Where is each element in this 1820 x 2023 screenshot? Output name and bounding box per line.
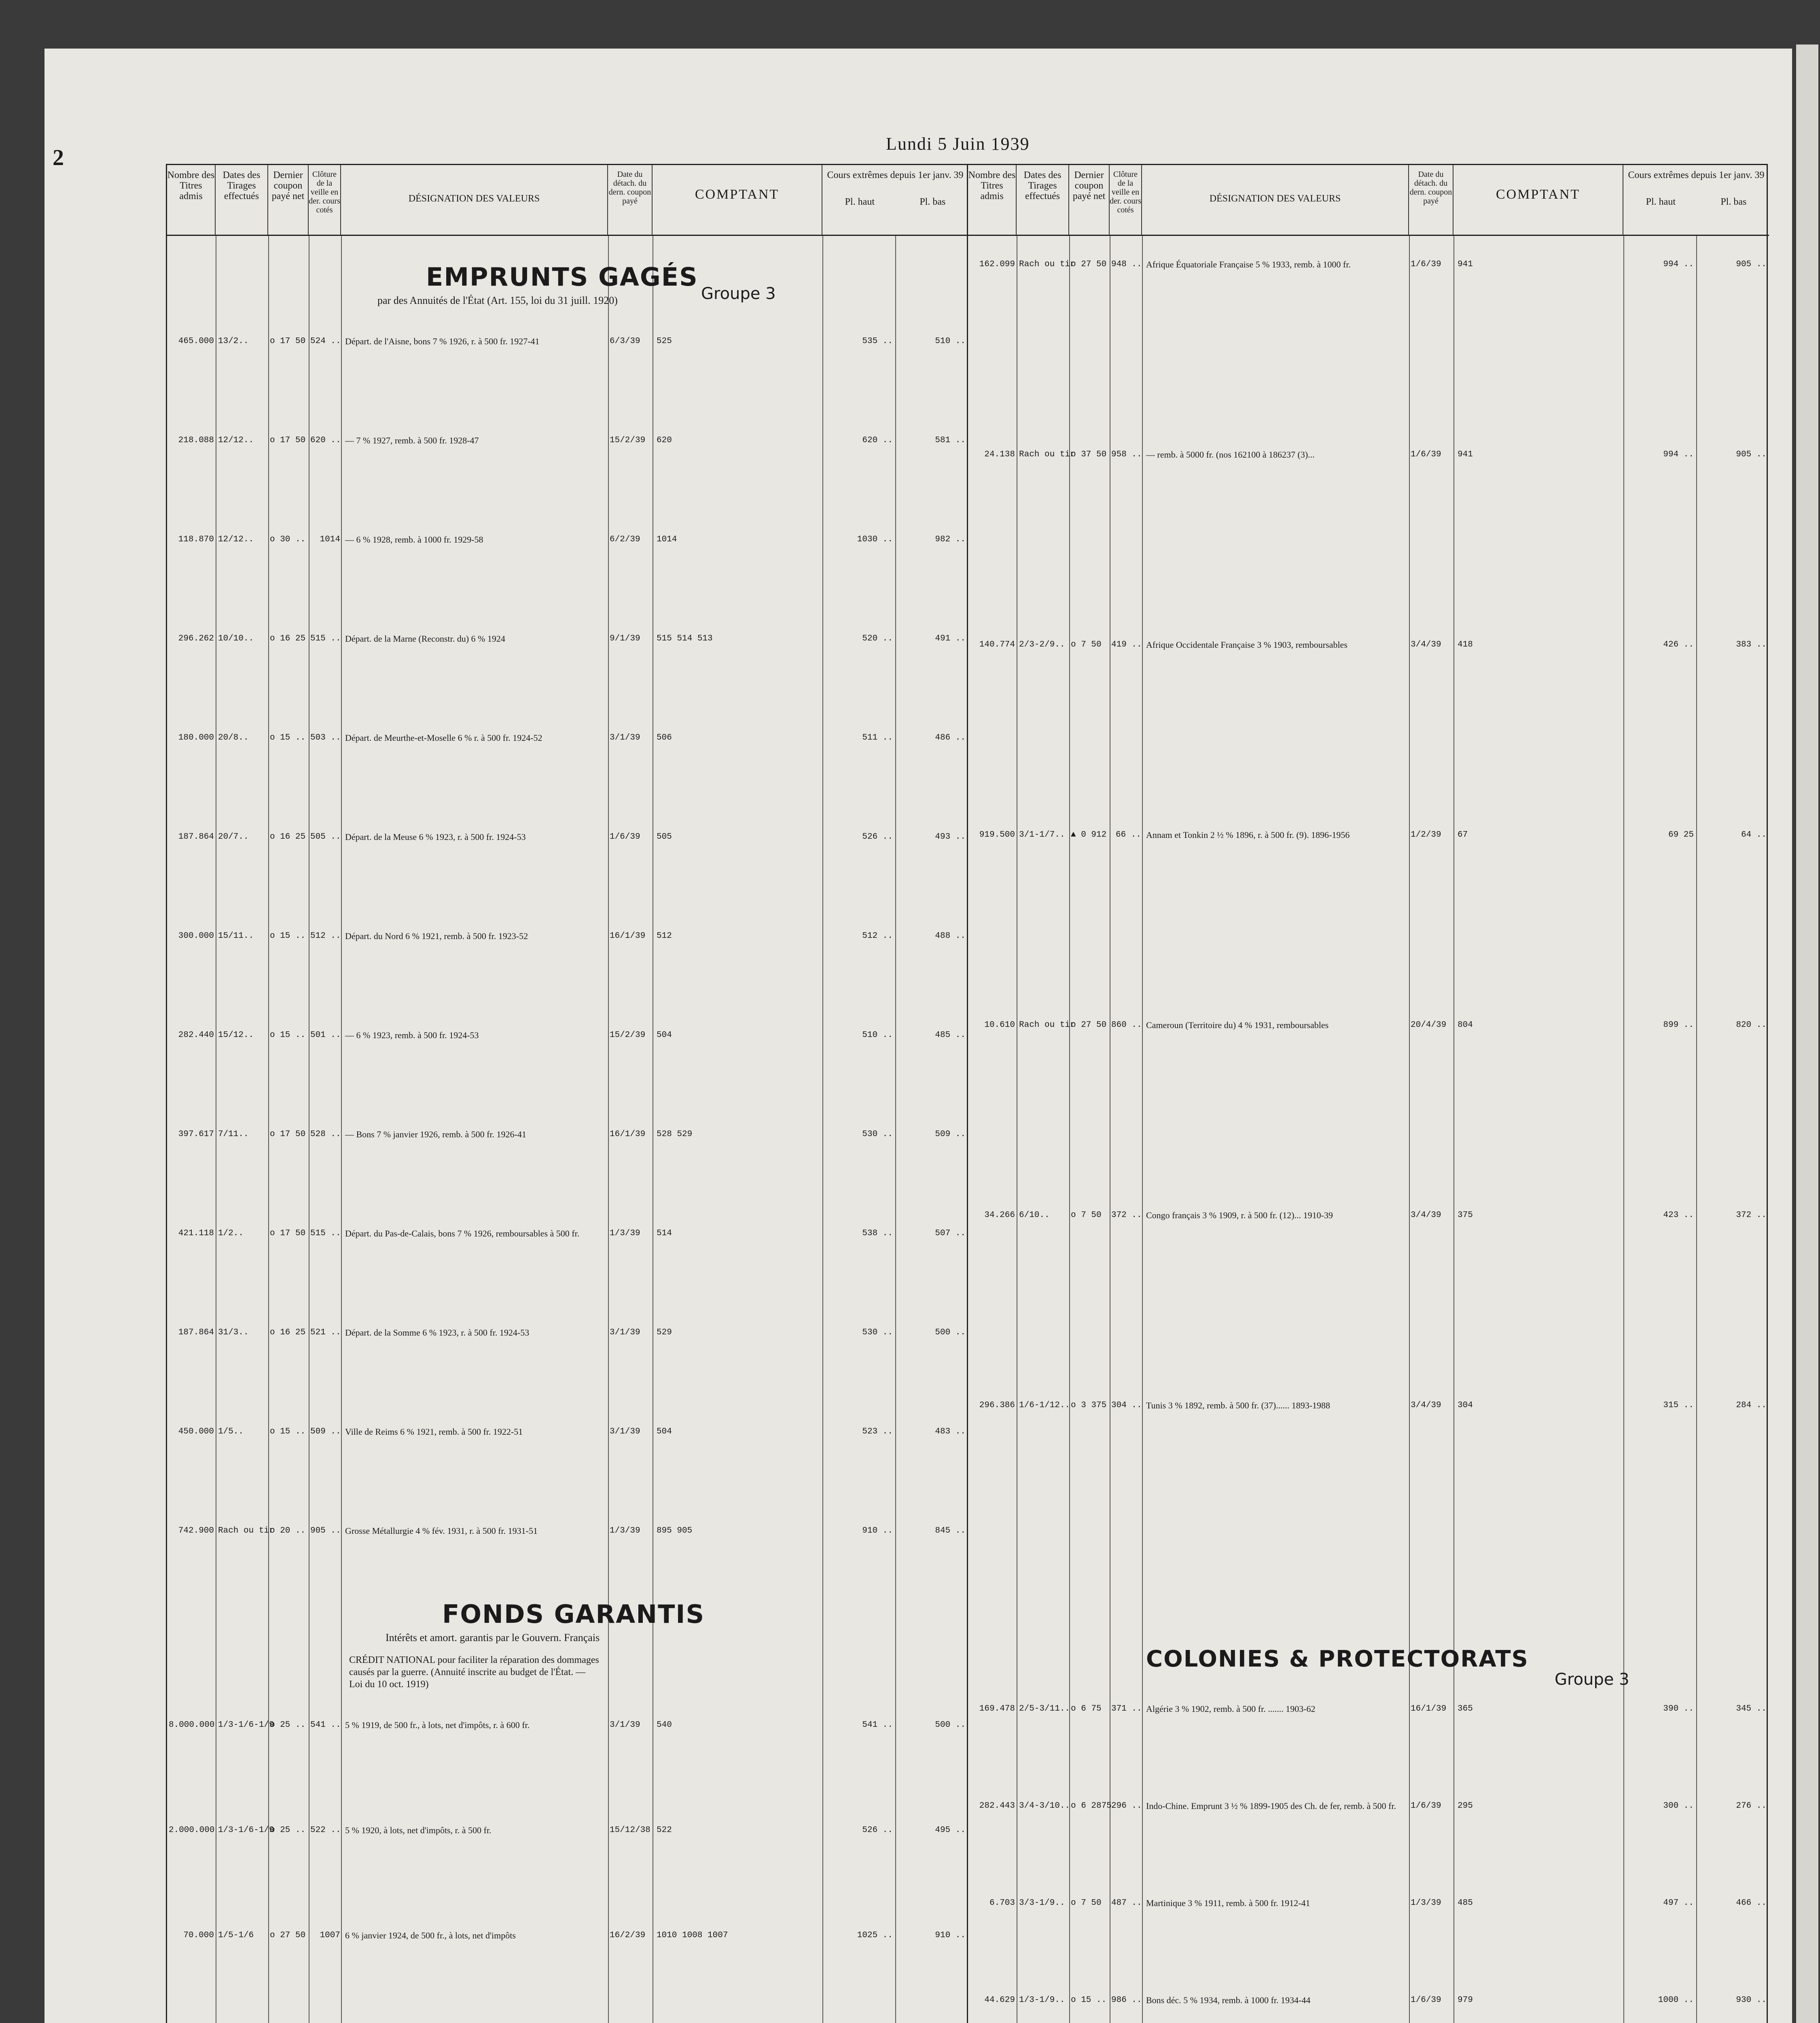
right-cell-b: 905 .. (1736, 260, 1767, 269)
right-cell-h: 69 25 (1668, 830, 1694, 840)
left-cell-cl: 505 .. (310, 832, 341, 842)
right-cell-c: o 15 .. (1071, 1995, 1107, 2005)
left-cell-t: 1/5.. (218, 1427, 244, 1436)
col-header-pl-bas: Pl. bas (920, 197, 946, 207)
left-cell-h: 620 .. (862, 436, 893, 445)
right-cell-d: Algérie 3 % 1902, remb. à 500 fr. ....... 1903-62 (1146, 1704, 1316, 1714)
right-cell-dd: 3/4/39 (1411, 640, 1441, 649)
left-cell-b: 486 .. (935, 733, 966, 742)
right-cell-b: 930 .. (1736, 1995, 1767, 2005)
left-cell-d: Ville de Reims 6 % 1921, remb. à 500 fr. 1922-51 (345, 1427, 523, 1437)
left-cell-d: Départ. de la Somme 6 % 1923, r. à 500 fr. 1924-53 (345, 1327, 530, 1338)
left-cell-b: 510 .. (935, 337, 966, 346)
right-cell-dd: 16/1/39 (1411, 1704, 1447, 1713)
right-cell-n: 10.610 (984, 1020, 1015, 1030)
col-header-cours-extremes-right: Cours extrêmes depuis 1er janv. 39 Pl. haut Pl. bas (1623, 165, 1769, 236)
left-cell-t: 15/12.. (218, 1031, 254, 1040)
page-date: Lundi 5 Juin 1939 (886, 134, 1030, 154)
left-cell-n: 70.000 (183, 1931, 214, 1940)
left-cell-t: 20/8.. (218, 733, 249, 742)
right-cell-t: Rach ou tir (1019, 1020, 1075, 1030)
right-cell-h: 423 .. (1663, 1211, 1694, 1220)
right-cell-cl: 487 .. (1111, 1898, 1142, 1908)
right-cell-d: Congo français 3 % 1909, r. à 500 fr. (12)... 1910-39 (1146, 1210, 1333, 1220)
left-cell-dd: 1/6/39 (610, 832, 640, 842)
left-cell-n: 180.000 (178, 733, 214, 742)
left-cell-t: 1/2.. (218, 1229, 244, 1238)
column-rule (1409, 236, 1410, 2023)
left-cell-t: 1/3-1/6-1/9 (218, 1720, 274, 1730)
left-cell-b: 485 .. (935, 1031, 966, 1040)
left-cell-cl: 509 .. (310, 1427, 341, 1436)
col-header-cours-extremes: Cours extrêmes depuis 1er janv. 39 Pl. haut Pl. bas (822, 165, 968, 236)
left-cell-dd: 15/12/38 (610, 1826, 650, 1835)
left-cell-dd: 9/1/39 (610, 634, 640, 643)
left-cell-dd: 16/1/39 (610, 1130, 646, 1139)
left-cell-c: o 17 50 (270, 1130, 306, 1139)
right-cell-dd: 1/6/39 (1411, 260, 1441, 269)
right-cell-d: Afrique Équatoriale Française 5 % 1933, remb. à 1000 fr. (1146, 259, 1351, 269)
left-cell-d: Départ. de la Meuse 6 % 1923, r. à 500 fr. 1924-53 (345, 832, 526, 842)
left-cell-c: o 25 .. (270, 1826, 306, 1835)
left-cell-cl: 1014 (320, 535, 340, 544)
right-cell-t: Rach ou tir (1019, 450, 1075, 459)
right-cell-d: Annam et Tonkin 2 ½ % 1896, r. à 500 fr. (9). 1896-1956 (1146, 830, 1350, 840)
right-cell-b: 820 .. (1736, 1020, 1767, 1030)
left-cell-c: o 15 .. (270, 1031, 306, 1040)
right-cell-dd: 20/4/39 (1411, 1020, 1447, 1030)
left-cell-c: o 17 50 (270, 1229, 306, 1238)
left-cell-cl: 503 .. (310, 733, 341, 742)
left-cell-t: 1/3-1/6-1/9 (218, 1826, 274, 1835)
right-cell-cl: 860 .. (1111, 1020, 1142, 1030)
left-cell-n: 397.617 (178, 1130, 214, 1139)
right-cell-t: 2/3-2/9.. (1019, 640, 1065, 649)
right-cell-p: 304 (1458, 1401, 1473, 1410)
left-cell-d: 6 % janvier 1924, de 500 fr., à lots, net d'impôts (345, 1930, 516, 1940)
right-cell-dd: 1/6/39 (1411, 1995, 1441, 2005)
left-cell-t: 10/10.. (218, 634, 254, 643)
left-cell-dd: 16/2/39 (610, 1931, 646, 1940)
left-cell-p: 514 (657, 1229, 672, 1238)
left-cell-c: o 15 .. (270, 1427, 306, 1436)
left-cell-p: 528 529 (657, 1130, 693, 1139)
left-cell-b: 509 .. (935, 1130, 966, 1139)
section-title-emprunts-gages: EMPRUNTS GAGÉS (426, 262, 698, 292)
left-cell-t: 15/11.. (218, 931, 254, 941)
right-cell-p: 67 (1458, 830, 1468, 840)
right-cell-c: o 6 75 (1071, 1704, 1102, 1713)
section-subtitle-garantis: Intérêts et amort. garantis par le Gouvern. Français (386, 1632, 600, 1643)
binding-edge (1796, 45, 1818, 2023)
right-cell-h: 994 .. (1663, 450, 1694, 459)
col-header-comptant-right: COMPTANT (1453, 165, 1623, 236)
left-cell-t: Rach ou tir (218, 1526, 274, 1535)
left-cell-n: 450.000 (178, 1427, 214, 1436)
right-cell-n: 919.500 (979, 830, 1015, 840)
left-cell-cl: 541 .. (310, 1720, 341, 1730)
left-cell-c: o 20 .. (270, 1526, 306, 1535)
right-cell-b: 383 .. (1736, 640, 1767, 649)
left-cell-b: 491 .. (935, 634, 966, 643)
left-cell-h: 520 .. (862, 634, 893, 643)
left-cell-n: 465.000 (178, 337, 214, 346)
left-cell-n: 118.870 (178, 535, 214, 544)
right-cell-n: 140.774 (979, 640, 1015, 649)
right-cell-c: o 3 375 (1071, 1401, 1107, 1410)
right-cell-cl: 958 .. (1111, 450, 1142, 459)
left-cell-cl: 522 .. (310, 1826, 341, 1835)
col-header-dates: Dates des Tirages effectués (216, 165, 268, 236)
right-cell-n: 6.703 (989, 1898, 1015, 1908)
left-cell-n: 218.088 (178, 436, 214, 445)
left-cell-p: 540 (657, 1720, 672, 1730)
left-cell-p: 515 514 513 (657, 634, 713, 643)
right-cell-b: 905 .. (1736, 450, 1767, 459)
left-cell-h: 541 .. (862, 1720, 893, 1730)
right-cell-cl: 948 .. (1111, 260, 1142, 269)
right-cell-b: 466 .. (1736, 1898, 1767, 1908)
page-number: 2 (53, 145, 64, 170)
left-cell-cl: 905 .. (310, 1526, 341, 1535)
right-cell-b: 345 .. (1736, 1704, 1767, 1713)
right-cell-d: Martinique 3 % 1911, remb. à 500 fr. 1912-41 (1146, 1898, 1310, 1908)
left-cell-n: 187.864 (178, 1328, 214, 1337)
right-cell-t: 3/4-3/10.. (1019, 1801, 1070, 1811)
col-header-pl-bas-right: Pl. bas (1720, 197, 1747, 207)
right-cell-p: 485 (1458, 1898, 1473, 1908)
right-cell-p: 295 (1458, 1801, 1473, 1811)
right-cell-cl: 372 .. (1111, 1211, 1142, 1220)
right-cell-h: 390 .. (1663, 1704, 1694, 1713)
left-cell-d: Départ. de Meurthe-et-Moselle 6 % r. à 500 fr. 1924-52 (345, 733, 542, 743)
left-cell-p: 522 (657, 1826, 672, 1835)
right-cell-n: 44.629 (984, 1995, 1015, 2005)
col-header-cloture: Clôture de la veille en der. cours cotés (309, 165, 341, 236)
right-cell-d: Tunis 3 % 1892, remb. à 500 fr. (37)...... 1893-1988 (1146, 1400, 1331, 1410)
left-cell-dd: 6/2/39 (610, 535, 640, 544)
right-cell-p: 941 (1458, 260, 1473, 269)
right-cell-h: 497 .. (1663, 1898, 1694, 1908)
right-cell-t: 2/5-3/11.. (1019, 1704, 1070, 1713)
left-cell-c: o 16 25 (270, 832, 306, 842)
col-header-date-detach: Date du détach. du dern. coupon payé (608, 165, 653, 236)
right-cell-n: 34.266 (984, 1211, 1015, 1220)
left-cell-p: 505 (657, 832, 672, 842)
right-cell-p: 418 (1458, 640, 1473, 649)
right-cell-h: 1000 .. (1658, 1995, 1694, 2005)
left-cell-cl: 524 .. (310, 337, 341, 346)
right-cell-h: 426 .. (1663, 640, 1694, 649)
col-header-cloture-right: Clôture de la veille en der. cours cotés (1110, 165, 1142, 236)
right-cell-n: 24.138 (984, 450, 1015, 459)
left-cell-d: — 6 % 1923, remb. à 500 fr. 1924-53 (345, 1030, 479, 1040)
column-rule (1453, 236, 1454, 2023)
right-cell-c: o 7 50 (1071, 1211, 1102, 1220)
left-cell-d: Grosse Métallurgie 4 % fév. 1931, r. à 500 fr. 1931-51 (345, 1526, 538, 1536)
left-cell-t: 20/7.. (218, 832, 249, 842)
left-cell-dd: 15/2/39 (610, 436, 646, 445)
column-rule (895, 236, 896, 2023)
right-cell-dd: 3/4/39 (1411, 1401, 1441, 1410)
right-cell-b: 64 .. (1741, 830, 1767, 840)
right-cell-cl: 371 .. (1111, 1704, 1142, 1713)
left-cell-d: — Bons 7 % janvier 1926, remb. à 500 fr. 1926-41 (345, 1129, 526, 1139)
left-cell-b: 982 .. (935, 535, 966, 544)
left-cell-p: 504 (657, 1031, 672, 1040)
left-cell-d: Départ. du Nord 6 % 1921, remb. à 500 fr. 1923-52 (345, 931, 528, 941)
left-cell-t: 13/2.. (218, 337, 249, 346)
left-cell-h: 910 .. (862, 1526, 893, 1535)
left-cell-dd: 6/3/39 (610, 337, 640, 346)
left-cell-h: 511 .. (862, 733, 893, 742)
left-cell-cl: 515 .. (310, 634, 341, 643)
right-cell-t: 3/1-1/7.. (1019, 830, 1065, 840)
left-cell-h: 530 .. (862, 1130, 893, 1139)
left-cell-dd: 1/3/39 (610, 1526, 640, 1535)
right-cell-t: Rach ou tir (1019, 260, 1075, 269)
left-cell-p: 895 905 (657, 1526, 693, 1535)
col-header-designation: DÉSIGNATION DES VALEURS (341, 165, 608, 236)
left-cell-c: o 30 .. (270, 535, 306, 544)
section-subtitle: par des Annuités de l'État (Art. 155, loi du 31 juill. 1920) (377, 295, 618, 306)
right-cell-p: 375 (1458, 1211, 1473, 1220)
right-cell-n: 296.386 (979, 1401, 1015, 1410)
right-cell-dd: 1/2/39 (1411, 830, 1441, 840)
right-cell-p: 804 (1458, 1020, 1473, 1030)
left-cell-h: 510 .. (862, 1031, 893, 1040)
securities-table (166, 164, 1768, 2023)
left-cell-t: 31/3.. (218, 1328, 249, 1337)
right-cell-h: 994 .. (1663, 260, 1694, 269)
left-cell-h: 1030 .. (857, 535, 893, 544)
col-header-pl-haut: Pl. haut (845, 197, 875, 207)
right-cell-n: 162.099 (979, 260, 1015, 269)
left-cell-c: o 16 25 (270, 1328, 306, 1337)
right-cell-c: o 27 50 (1071, 1020, 1107, 1030)
left-cell-c: o 15 .. (270, 931, 306, 941)
left-cell-cl: 620 .. (310, 436, 341, 445)
left-cell-h: 535 .. (862, 337, 893, 346)
right-cell-p: 941 (1458, 450, 1473, 459)
column-rule (1623, 236, 1624, 2023)
left-cell-p: 504 (657, 1427, 672, 1436)
right-cell-h: 300 .. (1663, 1801, 1694, 1811)
col-header-nombre: Nombre des Titres admis (167, 165, 216, 236)
left-cell-d: 5 % 1919, de 500 fr., à lots, net d'impôts, r. à 600 fr. (345, 1720, 530, 1730)
left-cell-h: 538 .. (862, 1229, 893, 1238)
left-cell-b: 507 .. (935, 1229, 966, 1238)
left-cell-h: 526 .. (862, 832, 893, 842)
left-cell-b: 500 .. (935, 1328, 966, 1337)
left-cell-dd: 3/1/39 (610, 733, 640, 742)
right-cell-c: o 27 50 (1071, 260, 1107, 269)
right-cell-c: o 37 50 (1071, 450, 1107, 459)
left-cell-t: 7/11.. (218, 1130, 249, 1139)
right-cell-cl: 304 .. (1111, 1401, 1142, 1410)
left-cell-n: 421.118 (178, 1229, 214, 1238)
right-cell-p: 365 (1458, 1704, 1473, 1713)
left-cell-h: 530 .. (862, 1328, 893, 1337)
right-cell-dd: 1/6/39 (1411, 450, 1441, 459)
left-cell-dd: 15/2/39 (610, 1031, 646, 1040)
left-cell-b: 495 .. (935, 1826, 966, 1835)
group-label: Groupe 3 (701, 284, 776, 303)
left-cell-d: 5 % 1920, à lots, net d'impôts, r. à 500 fr. (345, 1825, 492, 1835)
left-cell-t: 12/12.. (218, 535, 254, 544)
left-cell-p: 506 (657, 733, 672, 742)
right-cell-t: 1/3-1/9.. (1019, 1995, 1065, 2005)
left-cell-b: 910 .. (935, 1931, 966, 1940)
left-cell-n: 8.000.000 (169, 1720, 215, 1730)
column-rule (1696, 236, 1697, 2023)
left-cell-h: 512 .. (862, 931, 893, 941)
right-cell-cl: 66 .. (1115, 830, 1141, 840)
left-cell-c: o 17 50 (270, 337, 306, 346)
left-cell-dd: 1/3/39 (610, 1229, 640, 1238)
col-header-dates-right: Dates des Tirages effectués (1017, 165, 1069, 236)
left-cell-c: o 16 25 (270, 634, 306, 643)
col-header-pl-haut-right: Pl. haut (1646, 197, 1676, 207)
column-rule (268, 236, 269, 2023)
right-cell-dd: 1/6/39 (1411, 1801, 1441, 1811)
right-cell-n: 169.478 (979, 1704, 1015, 1713)
right-cell-d: Indo-Chine. Emprunt 3 ½ % 1899-1905 des Ch. de fer, remb. à 500 fr. (1146, 1801, 1396, 1811)
left-cell-d: — 6 % 1928, remb. à 1000 fr. 1929-58 (345, 534, 483, 545)
right-cell-d: Afrique Occidentale Française 3 % 1903, remboursables (1146, 640, 1348, 650)
left-cell-b: 500 .. (935, 1720, 966, 1730)
left-cell-n: 300.000 (178, 931, 214, 941)
right-cell-cl: 986 .. (1111, 1995, 1142, 2005)
left-cell-n: 742.900 (178, 1526, 214, 1535)
left-cell-p: 1010 1008 1007 (657, 1931, 728, 1940)
left-cell-p: 529 (657, 1328, 672, 1337)
left-cell-cl: 512 .. (310, 931, 341, 941)
right-cell-b: 284 .. (1736, 1401, 1767, 1410)
group-label-right: Groupe 3 (1555, 1670, 1629, 1689)
left-cell-t: 12/12.. (218, 436, 254, 445)
left-cell-p: 512 (657, 931, 672, 941)
column-rule (608, 236, 609, 2023)
right-cell-p: 979 (1458, 1995, 1473, 2005)
left-cell-n: 296.262 (178, 634, 214, 643)
left-cell-c: o 25 .. (270, 1720, 306, 1730)
col-header-nombre-right: Nombre des Titres admis (968, 165, 1017, 236)
left-cell-p: 1014 (657, 535, 677, 544)
left-cell-cl: 515 .. (310, 1229, 341, 1238)
right-cell-b: 276 .. (1736, 1801, 1767, 1811)
left-cell-b: 488 .. (935, 931, 966, 941)
left-cell-b: 581 .. (935, 436, 966, 445)
right-cell-d: — remb. à 5000 fr. (nos 162100 à 186237 (3)... (1146, 450, 1315, 460)
left-cell-n: 2.000.000 (169, 1826, 215, 1835)
left-half-table (167, 165, 968, 2023)
left-cell-cl: 528 .. (310, 1130, 341, 1139)
left-cell-d: — 7 % 1927, remb. à 500 fr. 1928-47 (345, 435, 479, 445)
col-header-date-detach-right: Date du détach. du dern. coupon payé (1409, 165, 1453, 236)
left-cell-b: 845 .. (935, 1526, 966, 1535)
left-cell-n: 282.440 (178, 1031, 214, 1040)
left-cell-dd: 3/1/39 (610, 1427, 640, 1436)
left-cell-dd: 16/1/39 (610, 931, 646, 941)
right-cell-h: 899 .. (1663, 1020, 1694, 1030)
right-cell-t: 3/3-1/9.. (1019, 1898, 1065, 1908)
left-cell-cl: 501 .. (310, 1031, 341, 1040)
left-cell-b: 493 .. (935, 832, 966, 842)
credit-national-note: CRÉDIT NATIONAL pour faciliter la réparation des dommages causés par la guerre. (Annuité inscrite au budget de l'État. — Loi du 10 oct. 1919) (349, 1655, 599, 1690)
right-cell-b: 372 .. (1736, 1211, 1767, 1220)
section-title-colonies: COLONIES & PROTECTORATS (1146, 1646, 1529, 1672)
right-cell-cl: 419 .. (1111, 640, 1142, 649)
right-cell-n: 282.443 (979, 1801, 1015, 1811)
right-cell-c: o 6 2875 (1071, 1801, 1112, 1811)
right-cell-d: Cameroun (Territoire du) 4 % 1931, remboursables (1146, 1020, 1329, 1030)
right-cell-d: Bons déc. 5 % 1934, remb. à 1000 fr. 1934-44 (1146, 1995, 1311, 2005)
left-cell-h: 1025 .. (857, 1931, 893, 1940)
left-cell-c: o 15 .. (270, 733, 306, 742)
section-title-fonds-garantis: FONDS GARANTIS (442, 1599, 705, 1629)
right-half-table (968, 165, 1769, 2023)
left-cell-b: 483 .. (935, 1427, 966, 1436)
column-rule (341, 236, 342, 2023)
right-cell-c: ▲ 0 912 (1071, 830, 1107, 840)
left-cell-t: 1/5-1/6 (218, 1931, 254, 1940)
right-cell-h: 315 .. (1663, 1401, 1694, 1410)
left-cell-h: 526 .. (862, 1826, 893, 1835)
col-header-designation-right: DÉSIGNATION DES VALEURS (1142, 165, 1409, 236)
left-cell-d: Départ. de la Marne (Reconstr. du) 6 % 1924 (345, 634, 505, 644)
right-cell-t: 6/10.. (1019, 1211, 1050, 1220)
right-cell-cl: 296 .. (1111, 1801, 1142, 1811)
col-header-dernier: Dernier coupon payé net (268, 165, 309, 236)
col-header-dernier-right: Dernier coupon payé net (1069, 165, 1110, 236)
left-cell-dd: 3/1/39 (610, 1720, 640, 1730)
left-cell-c: o 17 50 (270, 436, 306, 445)
right-cell-c: o 7 50 (1071, 640, 1102, 649)
right-cell-c: o 7 50 (1071, 1898, 1102, 1908)
left-cell-p: 620 (657, 436, 672, 445)
left-cell-cl: 1007 (320, 1931, 340, 1940)
left-cell-n: 187.864 (178, 832, 214, 842)
column-rule (822, 236, 823, 2023)
left-cell-p: 525 (657, 337, 672, 346)
left-cell-cl: 521 .. (310, 1328, 341, 1337)
right-cell-dd: 3/4/39 (1411, 1211, 1441, 1220)
right-cell-t: 1/6-1/12.. (1019, 1401, 1070, 1410)
right-cell-dd: 1/3/39 (1411, 1898, 1441, 1908)
left-cell-d: Départ. de l'Aisne, bons 7 % 1926, r. à 500 fr. 1927-41 (345, 336, 540, 346)
column-rule (1069, 236, 1070, 2023)
col-header-comptant: COMPTANT (653, 165, 822, 236)
left-cell-d: Départ. du Pas-de-Calais, bons 7 % 1926, remboursables à 500 fr. (345, 1228, 580, 1238)
column-rule (1142, 236, 1143, 2023)
left-cell-h: 523 .. (862, 1427, 893, 1436)
left-cell-c: o 27 50 (270, 1931, 306, 1940)
left-cell-dd: 3/1/39 (610, 1328, 640, 1337)
